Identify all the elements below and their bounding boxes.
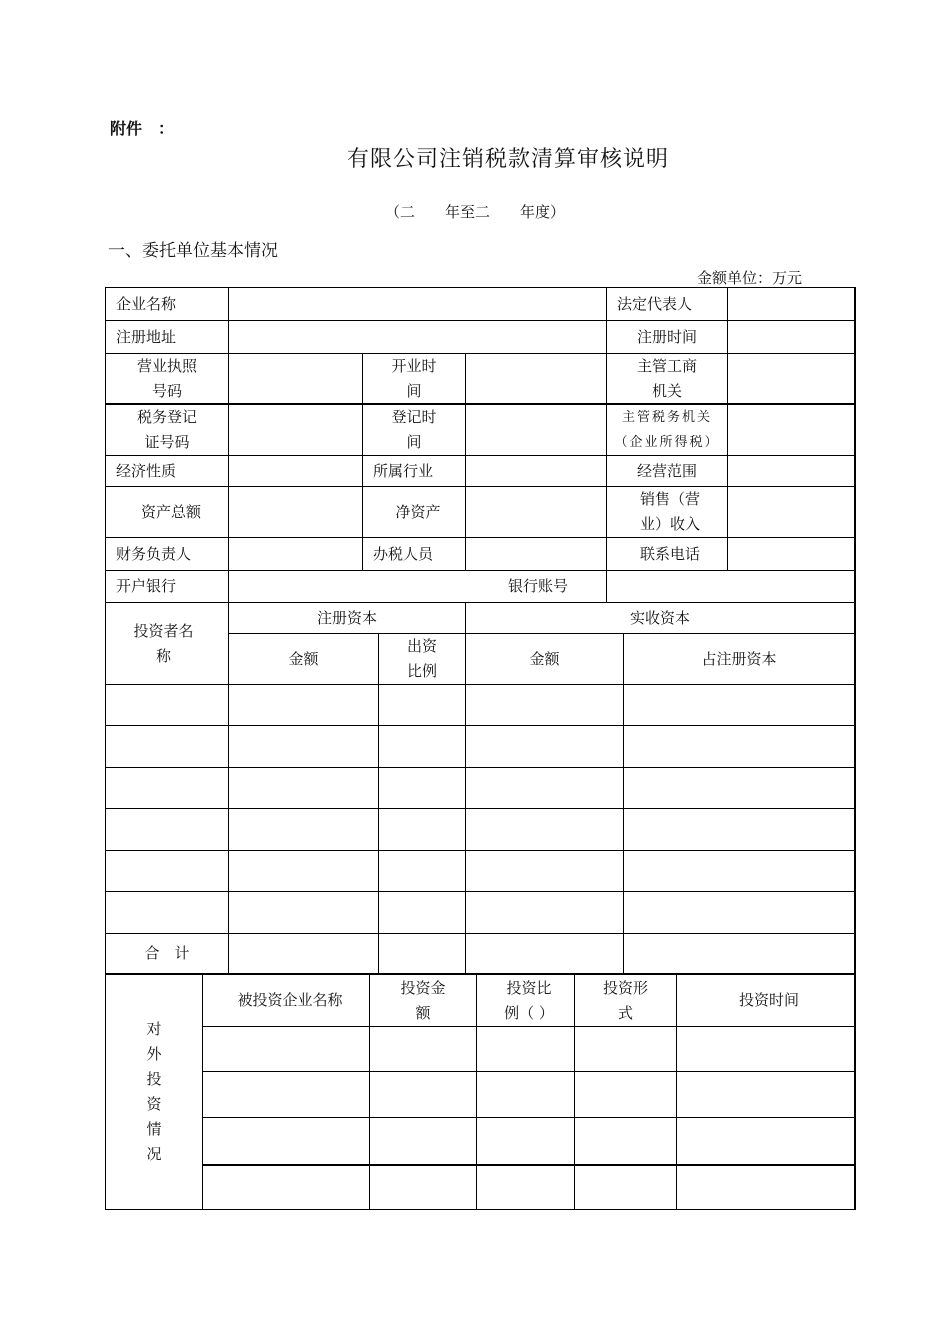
admin-authority-label: 主管工商 机关	[636, 356, 697, 400]
reg-time-label: 注册时间	[636, 327, 697, 346]
rule	[854, 287, 856, 1210]
rule	[228, 287, 229, 353]
tax-staff-label: 办税人员	[373, 544, 434, 563]
rule	[202, 1071, 856, 1072]
rule	[228, 353, 229, 570]
inv-time-header: 投资时间	[738, 991, 799, 1009]
rule	[105, 725, 856, 726]
registered-capital-header: 注册资本	[316, 608, 377, 627]
reg-amount-header: 金额	[288, 649, 319, 668]
inv-amount-header: 投资金 额	[400, 978, 446, 1022]
economic-nature-label: 经济性质	[116, 461, 177, 480]
investee-name-header: 被投资企业名称	[237, 991, 343, 1009]
phone-label: 联系电话	[639, 544, 700, 563]
bank-label: 开户银行	[116, 577, 177, 595]
rule	[105, 850, 856, 851]
rule	[727, 287, 728, 353]
finance-head-label: 财务负责人	[116, 544, 192, 563]
rule	[105, 891, 856, 892]
pct-registered-header: 占注册资本	[701, 649, 777, 668]
rule	[202, 1117, 856, 1118]
reg-address-label: 注册地址	[116, 327, 177, 346]
rule	[623, 633, 624, 974]
rule	[228, 570, 229, 602]
business-scope-label: 经营范围	[636, 461, 697, 480]
total-row-label: 合 计	[144, 944, 190, 962]
open-time-label: 开业时 间	[391, 356, 437, 400]
rule	[606, 570, 607, 602]
industry-label: 所属行业	[373, 461, 434, 480]
outbound-side-label: 对 外 投 资 情 况	[146, 1020, 162, 1163]
rule	[202, 1164, 856, 1166]
inv-ratio-header: 投资比 例（ ）	[504, 978, 554, 1022]
period-subtitle: （二 年至二 年度）	[385, 203, 566, 221]
rule	[465, 353, 466, 570]
bank-account-label: 银行账号	[507, 577, 568, 595]
company-name-label: 企业名称	[116, 294, 177, 313]
rule	[378, 633, 379, 974]
rule	[105, 808, 856, 809]
contribution-ratio-header: 出资 比例	[406, 637, 437, 680]
paid-capital-header: 实收资本	[629, 608, 690, 627]
paid-amount-header: 金额	[529, 649, 560, 668]
tax-authority-label: 主管税务机关 （企业所得税）	[614, 410, 720, 450]
legal-rep-label: 法定代表人	[617, 294, 693, 313]
net-assets-label: 净资产	[395, 502, 441, 521]
amount-unit-label: 金额单位：万元	[697, 269, 803, 287]
rule	[105, 767, 856, 768]
tax-reg-no-label: 税务登记 证号码	[136, 408, 197, 451]
section-heading: 一、委托单位基本情况	[108, 241, 278, 261]
reg-date-label: 登记时 间	[391, 408, 437, 451]
page-title: 有限公司注销税款清算审核说明	[346, 147, 669, 172]
total-assets-label: 资产总额	[140, 502, 201, 521]
attachment-label: 附件 ：	[110, 119, 175, 138]
rule	[202, 1026, 856, 1027]
sales-income-label: 销售（营 业）收入	[639, 490, 700, 533]
investor-name-header: 投资者名 称	[133, 621, 194, 665]
rule	[105, 1209, 856, 1210]
inv-form-header: 投资形 式	[602, 978, 648, 1022]
license-no-label: 营业执照 号码	[136, 356, 197, 400]
rule	[105, 684, 856, 685]
